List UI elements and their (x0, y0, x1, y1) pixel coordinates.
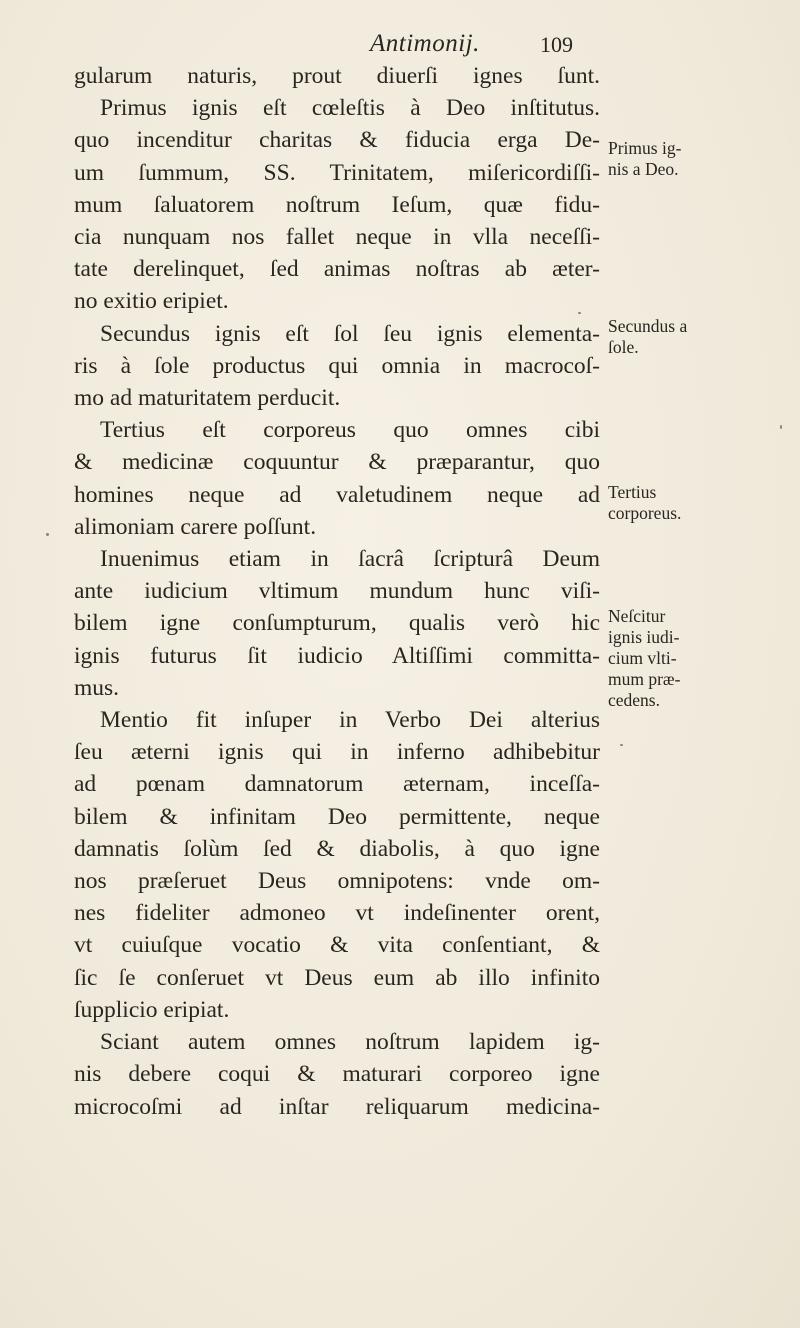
text-line: quo incenditur charitas & fiducia erga De- (74, 127, 600, 154)
margin-note-nescitur (608, 606, 728, 711)
body-text (74, 60, 600, 1123)
margin-note-tertius (608, 482, 728, 524)
margin-note-line: nis a Deo. (608, 159, 679, 179)
text-line: ſeu æterni ignis qui in inferno adhibebitur (74, 739, 600, 766)
text-line: bilem & infinitam Deo permittente, neque (74, 803, 600, 830)
ink-speck (578, 312, 581, 314)
running-head: Antimonij. (370, 30, 480, 57)
ink-speck (780, 425, 782, 429)
text-line: ſupplicio eripiat. (74, 996, 230, 1023)
margin-note-line: Tertius (608, 482, 657, 502)
text-line: gularum naturis, prout diuerſi ignes ſunt. (74, 63, 600, 89)
ink-speck (620, 744, 623, 746)
margin-note-line: cedens. (608, 690, 660, 710)
text-line: ris à ſole productus qui omnia in macrocoſ- (74, 352, 600, 379)
text-line: Tertius eſt corporeus quo omnes cibi (100, 417, 600, 444)
text-line: microcoſmi ad inſtar reliquarum medicina- (74, 1093, 600, 1120)
text-line: Mentio fit inſuper in Verbo Dei alterius (100, 707, 600, 734)
margin-note-line: ignis iudi- (608, 627, 680, 647)
text-line: ad pœnam damnatorum æternam, inceſſa- (74, 771, 600, 798)
text-line: nos præſeruet Deus omnipotens: vnde om- (74, 868, 600, 895)
text-line: bilem igne conſumpturum, qualis verò hic (74, 610, 600, 637)
text-line: mum ſaluatorem noſtrum Ieſum, quæ fidu- (74, 191, 600, 218)
margin-note-secundus (608, 316, 728, 358)
ink-speck (46, 533, 49, 536)
margin-note-line: corporeus. (608, 503, 682, 523)
text-line: Inuenimus etiam in ſacrâ ſcripturâ Deum (100, 546, 600, 573)
text-line: nis debere coqui & maturari corporeo igne (74, 1061, 600, 1088)
text-line: ignis futurus ſit iudicio Altiſſimi committa- (74, 642, 600, 669)
margin-note-line: Neſcitur (608, 606, 666, 626)
text-line: homines neque ad valetudinem neque ad (74, 481, 600, 508)
text-line: mus. (74, 674, 120, 701)
margin-note-line: ſole. (608, 337, 639, 357)
margin-note-line: Primus ig- (608, 138, 682, 158)
text-line: tate derelinquet, ſed animas noſtras ab æter- (74, 256, 600, 283)
text-line: Sciant autem omnes noſtrum lapidem ig- (100, 1029, 600, 1056)
margin-note-line: cium vlti- (608, 648, 677, 668)
text-line: no exitio eripiet. (74, 288, 229, 315)
text-line: Secundus ignis eſt ſol ſeu ignis elementa- (100, 320, 600, 347)
text-line: mo ad maturitatem perducit. (74, 385, 341, 412)
text-line: ſic ſe conſeruet vt Deus eum ab illo infinito (74, 964, 600, 991)
text-line: vt cuiuſque vocatio & vita conſentiant, & (74, 932, 600, 959)
text-line: damnatis ſolùm ſed & diabolis, à quo igne (74, 835, 600, 862)
margin-note-primus (608, 138, 728, 180)
text-line: Primus ignis eſt cœleſtis à Deo inſtitutus. (100, 95, 600, 122)
text-line: um ſummum, SS. Trinitatem, miſericordiſſi- (74, 159, 600, 186)
margin-note-line: Secundus a (608, 316, 688, 336)
text-line: cia nunquam nos fallet neque in vlla neceſſi- (74, 224, 600, 251)
margin-note-line: mum præ- (608, 669, 681, 689)
text-line: & medicinæ coquuntur & præparantur, quo (74, 449, 600, 476)
page-number: 109 (540, 32, 573, 57)
text-line: ante iudicium vltimum mundum hunc viſi- (74, 578, 600, 605)
text-line: nes fideliter admoneo vt indeſinenter orent, (74, 900, 600, 927)
text-line: alimoniam carere poſſunt. (74, 513, 317, 540)
